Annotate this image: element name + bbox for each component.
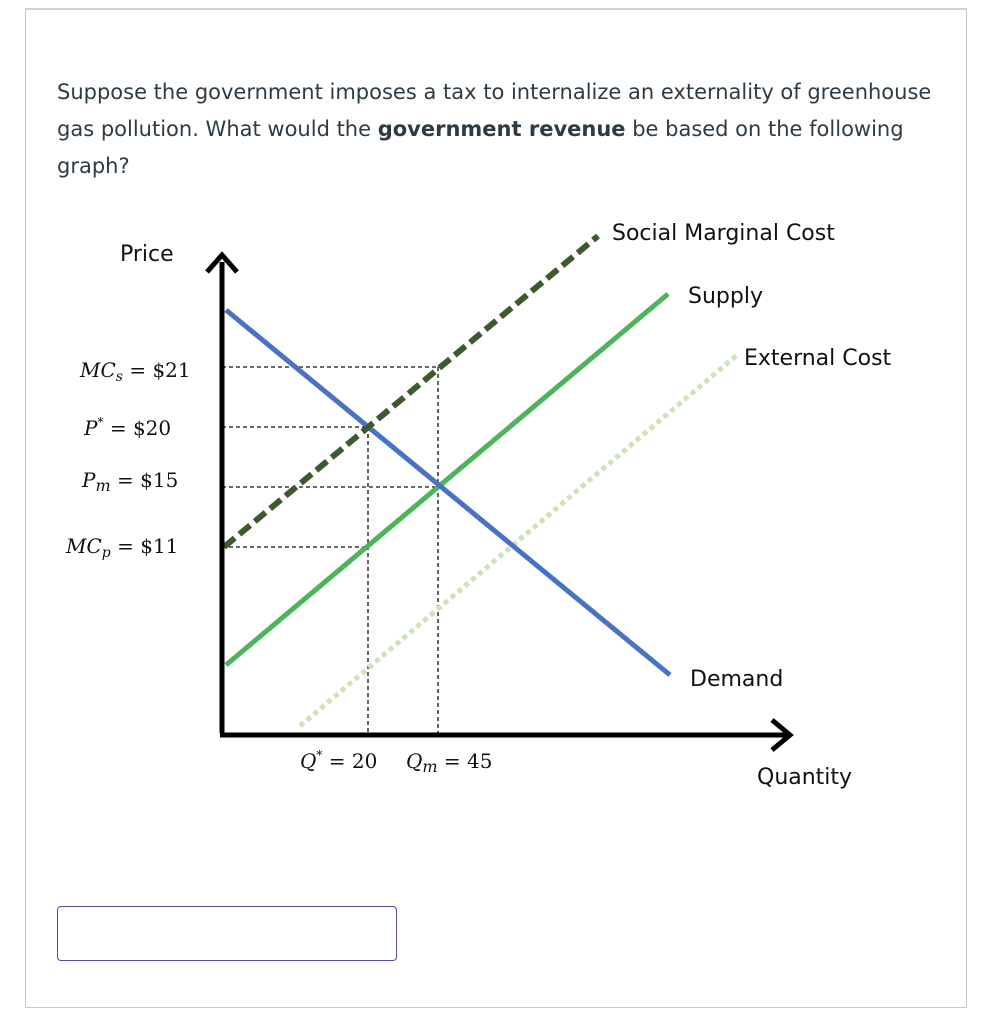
answer-input[interactable] — [57, 906, 397, 961]
social-marginal-cost-label: Social Marginal Cost — [612, 221, 835, 246]
question-bold-term: government revenue — [377, 117, 626, 141]
social-marginal-cost-line — [224, 236, 598, 547]
y-tick-label-pm: $P_m$ = $15 — [82, 468, 179, 495]
demand-label: Demand — [690, 667, 784, 692]
y-tick-label-pstar: P* = $20 — [84, 415, 172, 440]
y-tick-label-mcs: $MC_s$ = $21 — [80, 358, 191, 385]
x-axis-title: Quantity — [757, 765, 853, 790]
supply-line — [226, 294, 668, 665]
y-axis-title: Price — [120, 242, 174, 267]
supply-label: Supply — [688, 284, 763, 309]
x-tick-label-qstar: Q* = 20 — [300, 748, 378, 773]
question-text-part1: Suppose the government imposes a tax to internalize an externality of greenhouse gas pollution. What would the — [57, 80, 932, 141]
question-text-part2: be based on the following graph? — [57, 117, 904, 178]
external-cost-line — [300, 355, 737, 726]
y-tick-label-mcp: $MC_p$ = $11 — [66, 534, 179, 561]
x-tick-label-qm: $Q_m = 45$ — [406, 749, 493, 776]
external-cost-label: External Cost — [744, 346, 892, 371]
